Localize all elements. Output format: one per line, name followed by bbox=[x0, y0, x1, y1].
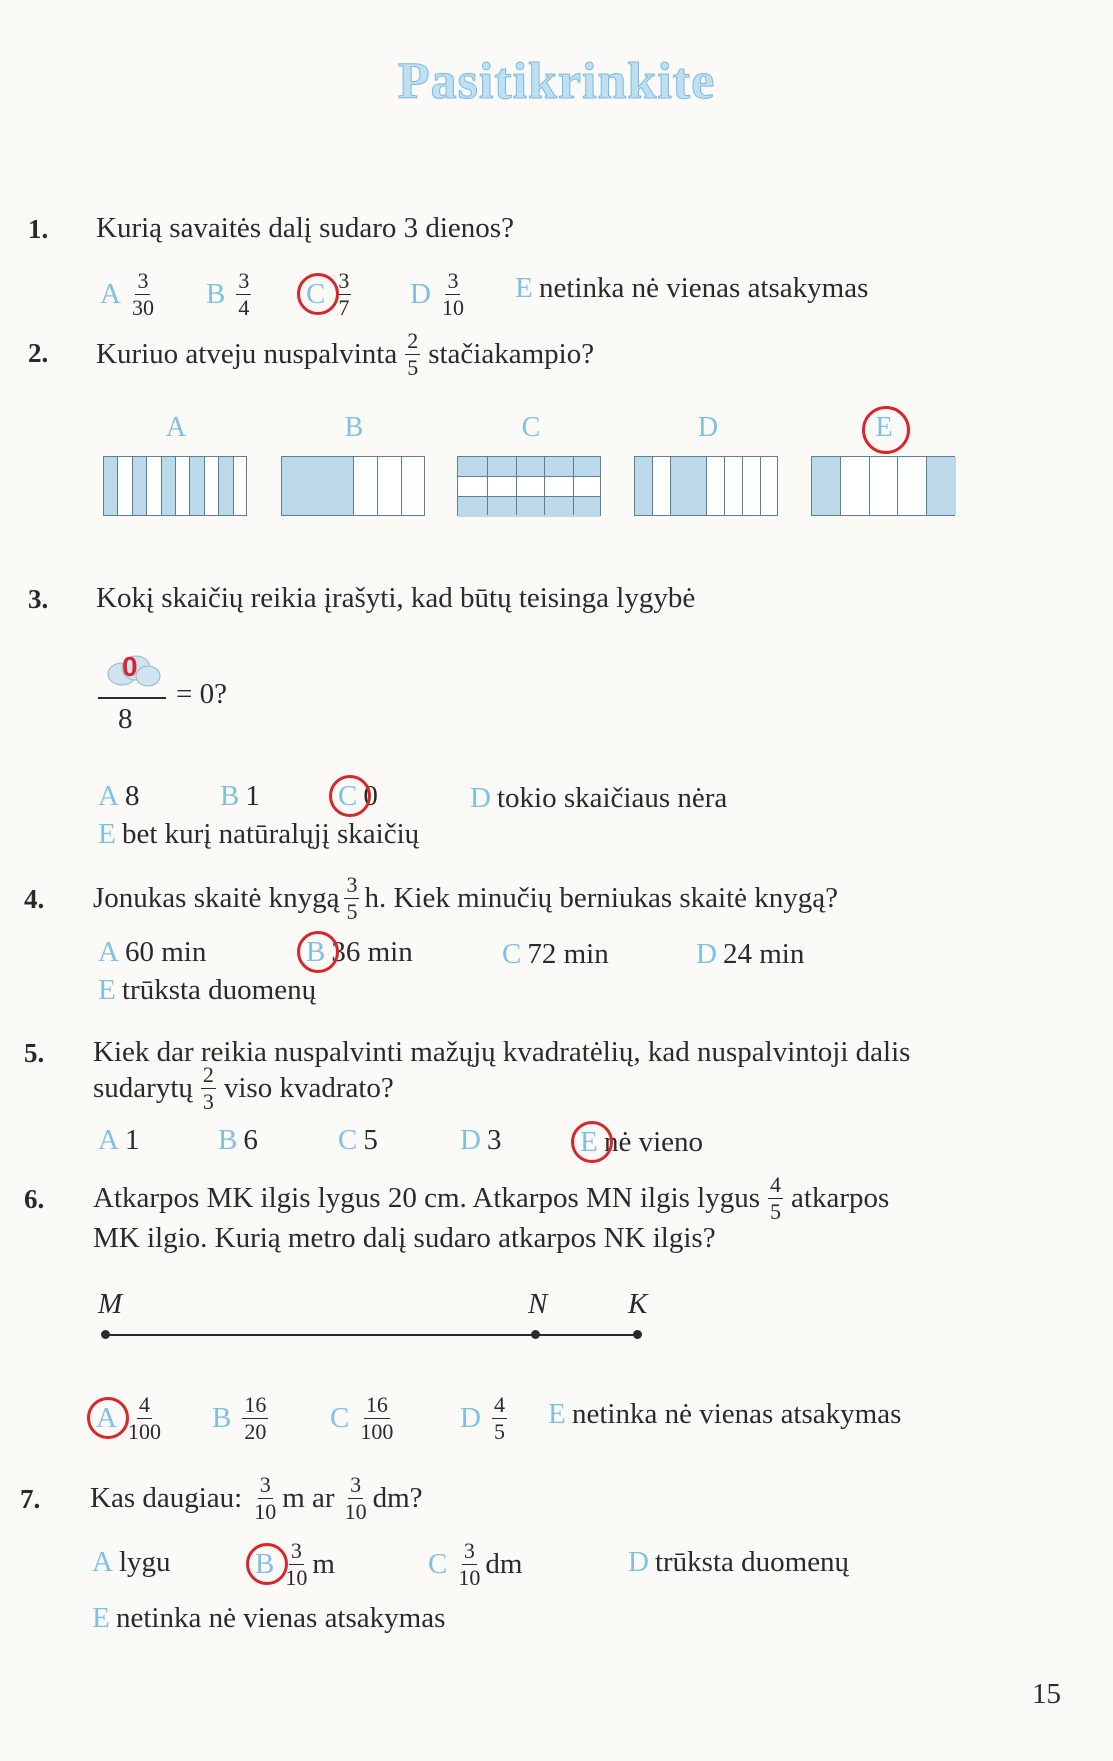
q6-option-a[interactable]: A $\frac{4}{100}$ bbox=[96, 1392, 161, 1444]
q6-option-d[interactable]: D $\frac{4}{5}$ bbox=[460, 1392, 505, 1444]
q7-option-c[interactable]: C $\frac{3}{10}$ dm bbox=[428, 1538, 523, 1590]
q6-option-b[interactable]: B $\frac{16}{20}$ bbox=[212, 1392, 267, 1444]
q5-option-b[interactable]: B 6 bbox=[218, 1124, 258, 1156]
q5-option-d[interactable]: D 3 bbox=[460, 1124, 502, 1156]
rect-label-a: A bbox=[165, 412, 187, 443]
q1-option-e[interactable]: E netinka nė vienas atsakymas bbox=[515, 272, 869, 304]
question-4-number: 4. bbox=[24, 884, 45, 914]
question-6-number: 6. bbox=[24, 1184, 45, 1214]
rect-label-e: E bbox=[864, 412, 904, 444]
question-7-number: 7. bbox=[20, 1484, 41, 1514]
q6-option-c[interactable]: C $\frac{16}{100}$ bbox=[330, 1392, 394, 1444]
q7-option-b[interactable]: B $\frac{3}{10}$ m bbox=[255, 1538, 335, 1590]
fraction-bar bbox=[98, 697, 166, 699]
q7-option-d[interactable]: D trūksta duomenų bbox=[628, 1546, 850, 1578]
q5-option-a[interactable]: A 1 bbox=[98, 1124, 140, 1156]
point-k bbox=[633, 1330, 642, 1339]
question-5-line-1: Kiek dar reikia nuspalvinti mažųjų kvadratėlių, kad nuspalvintoji dalis bbox=[93, 1036, 911, 1068]
rectangle-c[interactable] bbox=[457, 456, 601, 516]
q3-option-e[interactable]: E bet kurį natūralųjį skaičių bbox=[98, 818, 420, 850]
point-m-label: M bbox=[98, 1288, 123, 1320]
q3-option-d[interactable]: D tokio skaičiaus nėra bbox=[470, 782, 728, 814]
q1-option-b[interactable]: B $\frac{3}{4}$ bbox=[206, 268, 250, 320]
q5-option-c[interactable]: C 5 bbox=[338, 1124, 378, 1156]
rect-label-c: C bbox=[521, 412, 541, 443]
question-6-line-2: MK ilgio. Kurią metro dalį sudaro atkarpos NK ilgis? bbox=[93, 1222, 716, 1254]
point-k-label: K bbox=[628, 1288, 648, 1320]
rectangle-d[interactable] bbox=[634, 456, 778, 516]
question-2-number: 2. bbox=[28, 338, 49, 368]
answer-circle-mark: E bbox=[580, 1126, 598, 1158]
rect-label-b: B bbox=[344, 412, 364, 443]
question-3-number: 3. bbox=[28, 584, 49, 614]
question-7-text: Kas daugiau: $\frac{3}{10}$ m ar $\frac{3}{10}$ dm? bbox=[90, 1472, 423, 1524]
answer-circle-mark: B bbox=[306, 936, 326, 968]
point-m bbox=[101, 1330, 110, 1339]
question-2-text: Kuriuo atveju nuspalvinta $\frac{2}{5}$ stačiakampio? bbox=[96, 328, 595, 380]
page-title: Pasitikrinkite bbox=[397, 53, 716, 110]
q4-option-b[interactable]: B 36 min bbox=[306, 936, 413, 968]
question-1-text: Kurią savaitės dalį sudaro 3 dienos? bbox=[96, 212, 514, 244]
rectangle-b[interactable] bbox=[281, 456, 425, 516]
point-n bbox=[531, 1330, 540, 1339]
q5-option-e[interactable]: E nė vieno bbox=[580, 1126, 704, 1158]
q1-option-c[interactable]: C $\frac{3}{7}$ bbox=[306, 268, 350, 320]
q7-option-a[interactable]: A lygu bbox=[92, 1546, 171, 1578]
answer-circle-mark: A bbox=[96, 1402, 117, 1434]
equation-denominator: 8 bbox=[118, 703, 133, 735]
question-3-text: Kokį skaičių reikia įrašyti, kad būtų teisinga lygybė bbox=[96, 582, 696, 614]
question-6-line-1: Atkarpos MK ilgis lygus 20 cm. Atkarpos MN ilgis lygus $\frac{4}{5}$ atkarpos bbox=[93, 1172, 890, 1224]
rectangle-a[interactable] bbox=[103, 456, 247, 516]
q6-option-e[interactable]: E netinka nė vienas atsakymas bbox=[548, 1398, 902, 1430]
answer-circle-mark: C bbox=[338, 780, 358, 812]
q4-option-e[interactable]: E trūksta duomenų bbox=[98, 974, 317, 1006]
q4-option-a[interactable]: A 60 min bbox=[98, 936, 207, 968]
q1-option-a[interactable]: A $\frac{3}{30}$ bbox=[100, 268, 154, 320]
equation-equals: = 0? bbox=[176, 678, 227, 710]
q3-option-c[interactable]: C 0 bbox=[338, 780, 378, 812]
answer-circle-mark: C bbox=[306, 278, 326, 310]
q3-option-a[interactable]: A 8 bbox=[98, 780, 140, 812]
cloud-answer: 0 bbox=[122, 651, 138, 682]
rect-label-d: D bbox=[697, 412, 719, 443]
question-5-line-2: sudarytų $\frac{2}{3}$ viso kvadrato? bbox=[93, 1062, 394, 1114]
q7-option-e[interactable]: E netinka nė vienas atsakymas bbox=[92, 1602, 446, 1634]
page-number: 15 bbox=[1032, 1678, 1061, 1710]
question-5-number: 5. bbox=[24, 1038, 45, 1068]
q4-option-d[interactable]: D 24 min bbox=[696, 938, 805, 970]
question-1-number: 1. bbox=[28, 214, 49, 244]
q1-option-d[interactable]: D $\frac{3}{10}$ bbox=[410, 268, 464, 320]
q3-option-b[interactable]: B 1 bbox=[220, 780, 260, 812]
segment-mk bbox=[105, 1334, 638, 1336]
point-n-label: N bbox=[528, 1288, 548, 1320]
answer-circle-mark: B bbox=[255, 1548, 275, 1580]
question-4-text: Jonukas skaitė knygą $\frac{3}{5}$ h. Kiek minučių berniukas skaitė knygą? bbox=[93, 872, 839, 924]
rectangle-e[interactable] bbox=[811, 456, 955, 516]
q4-option-c[interactable]: C 72 min bbox=[502, 938, 609, 970]
